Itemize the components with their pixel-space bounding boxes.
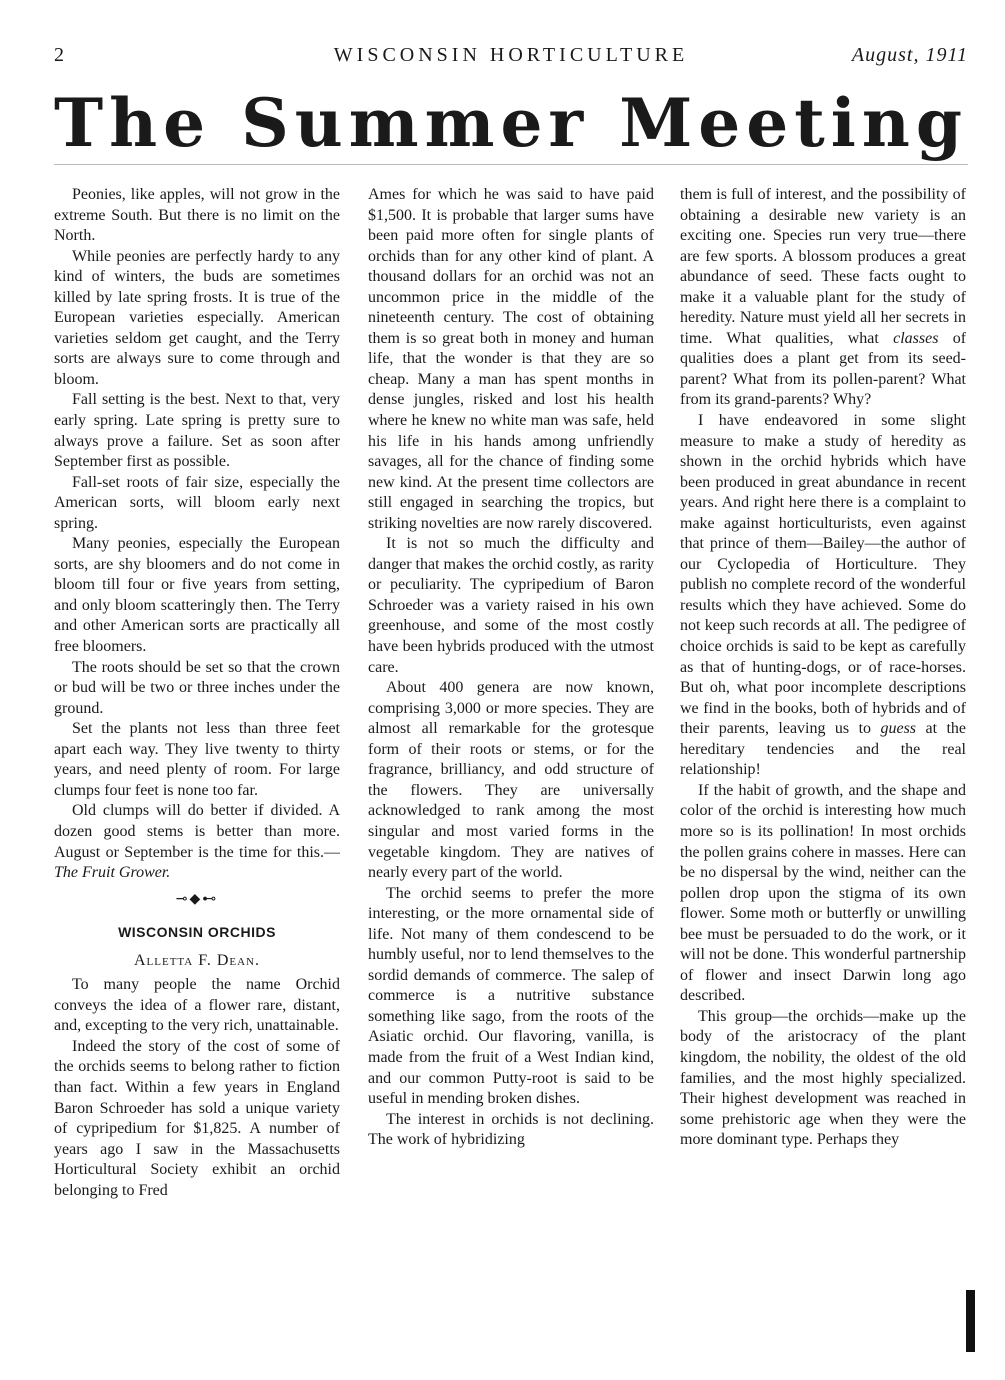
column-3 — [680, 185, 966, 1151]
paragraph: About 400 genera are now known, comprising 3,000 or more species. They are almost all remarkable for the grotesque form of their roots or stems, or for the fragrance, brilliancy, and odd structure of the flowers. They are universally acknowledged to rank among the most singular and most varied forms in the vegetable kingdom. They are natives of nearly every part of the world. — [368, 679, 654, 882]
headline — [54, 84, 968, 162]
paragraph: Old clumps will do better if divided. A dozen good stems is better than more. August or September is the time for this.—The Fruit Grower. — [54, 802, 340, 882]
paragraph: While peonies are perfectly hardy to any kind of winters, the buds are sometimes killed by late spring frosts. It is true of the European varieties especially. American varieties seldom get caught, and the Terry sorts are always sure to come through and bloom. — [54, 247, 340, 388]
paragraph-text: them is full of interest, and the possibility of obtaining a desirable new variety is an exciting one. Species run very true—there are few sports. A blossom produces a great abundance of seed. These facts ought to make it a valuable plant for the study of heredity. Nature must yield all her secrets in time. What qualities, — [680, 186, 966, 347]
emphasis: classes — [893, 329, 939, 347]
section-title: WISCONSIN ORCHIDS — [118, 924, 276, 941]
headline-word: Meeting — [619, 84, 968, 162]
paragraph-text: Old clumps will do better if divided. A dozen good stems is better than more. August or September is the time for this. — [54, 802, 340, 861]
paragraph — [680, 411, 966, 781]
paragraph: If the habit of growth, and the shape and color of the orchid is interesting how much more so is its pollination! In most orchids the pollen grains cohere in masses. Here can be no dispersal by the wind, neither can the pollen drop upon the stigma of its own flower. Some moth or butterfly or unwilling bee must be persuaded to do the work, or it will not be done. This wonderful partnership of flower and insect Darwin long ago described. — [680, 781, 966, 1005]
journal-title: WISCONSIN HORTICULTURE — [333, 44, 689, 66]
paragraph: Ames for which he was said to have paid $1,500. It is probable that larger sums have been paid more often for single plants of orchids than for any other kind of plant. A thousand dollars for an orchid was not an uncommon price in the middle of the nineteenth century. The cost of obtaining them is so great both in money and human life, that the wonder is that they are so cheap. Many a man has spent months in dense jungles, risked and lost his health where he knew no white man was safe, held his life in his hands among unfriendly savages, all for the chance of finding some new kind. At the present time collectors are still engaged in searching the tropics, but striking novelties are now rarely discovered. — [368, 186, 654, 532]
column-2 — [368, 185, 654, 1151]
source-citation: The Fruit Grower. — [54, 864, 171, 882]
issue-date: August, 1911 — [851, 44, 968, 66]
headline-rule — [54, 164, 968, 165]
paragraph: Peonies, like apples, will not grow in the extreme South. But there is no limit on the North. — [54, 186, 340, 245]
paragraph: Fall-set roots of fair size, especially the American sorts, will bloom early next spring. — [54, 473, 340, 532]
paragraph: Indeed the story of the cost of some of the orchids seems to belong rather to fiction than fact. Within a few years in England Baron Schroeder has sold a unique variety of cypripedium for $1,825. A number of years ago I saw in the Massachusetts Horticultural Society exhibit an orchid belonging to Fred — [54, 1037, 340, 1199]
headline-word: The — [54, 84, 212, 162]
page-number: 2 — [54, 44, 64, 66]
section-divider: ⊸◆⊷ — [175, 891, 219, 907]
paragraph-text: what — [847, 329, 879, 347]
paragraph: Fall setting is the best. Next to that, very early spring. Late spring is pretty sure to always prove a failure. Set as soon after September first as possible. — [54, 391, 340, 471]
paragraph: The orchid seems to prefer the more interesting, or the more ornamental side of life. Not many of them condescend to be humbly useful, nor to lend themselves to the sordid demands of commerce. The salep of commerce is a nutritive substance something like sago, from the roots of the Asiatic orchid. Our flavoring, vanilla, is made from the fruit of a West Indian kind, and our common Putty-root is said to be useful in mending broken dishes. — [368, 884, 654, 1108]
paragraph: Many peonies, especially the European sorts, are shy bloomers and do not come in bloom till four or five years from setting, and only bloom scatteringly then. The Terry and other American sorts are practically all free bloomers. — [54, 535, 340, 656]
paragraph-text: I have endeavored in some slight measure to make a study of heredity as shown in the orchid hybrids which have been produced in great abundance in recent years. And right here there is a complaint to make against horticulturists, even against that prince of them—Bailey—the author of our Cyclopedia of Horticulture. They publish no complete record of the wonderful results which they have achieved. Some do not keep such records at all. The pedigree of choice orchids is said to be kept as carefully as that of hunting-dogs, or of race-horses. But oh, what poor incomplete descriptions we find in the books, both of hybrids and of their parents, leaving us to — [680, 412, 966, 738]
author-byline: Alletta F. Dean. — [134, 951, 260, 969]
paragraph: The roots should be set so that the crown or bud will be two or three inches under the ground. — [54, 658, 340, 717]
emphasis: guess — [880, 720, 917, 738]
paragraph — [680, 185, 966, 411]
column-1 — [54, 185, 340, 1201]
paragraph: It is not so much the difficulty and danger that makes the orchid costly, as rarity or peculiarity. The cypripedium of Baron Schroeder was a variety raised in his own greenhouse, and some of the most costly have been hybrids produced with the utmost care. — [368, 535, 654, 676]
page-edge-mark — [966, 1290, 975, 1352]
paragraph-text: of qualities does a plant get from its seed-parent? What from its pollen-parent? What from its grand-parents? Why? — [680, 329, 966, 409]
running-head — [54, 44, 968, 70]
paragraph: This group—the orchids—make up the body of the aristocracy of the plant kingdom, the nobility, the oldest of the old families, and the most highly specialized. Their highest development was reached in some prehistoric age when they were the more dominant type. Perhaps they — [680, 1007, 966, 1149]
paragraph-text: at the hereditary tendencies and the real relationship! — [680, 720, 966, 779]
headline-word: Summer — [241, 84, 590, 162]
paragraph: To many people the name Orchid conveys the idea of a flower rare, distant, and, excepting to the very rich, unattainable. — [54, 976, 340, 1035]
paragraph: The interest in orchids is not declining. The work of hybridizing — [368, 1110, 654, 1149]
paragraph: Set the plants not less than three feet apart each way. They live twenty to thirty years, and need plenty of room. For large clumps four feet is none too far. — [54, 720, 340, 799]
